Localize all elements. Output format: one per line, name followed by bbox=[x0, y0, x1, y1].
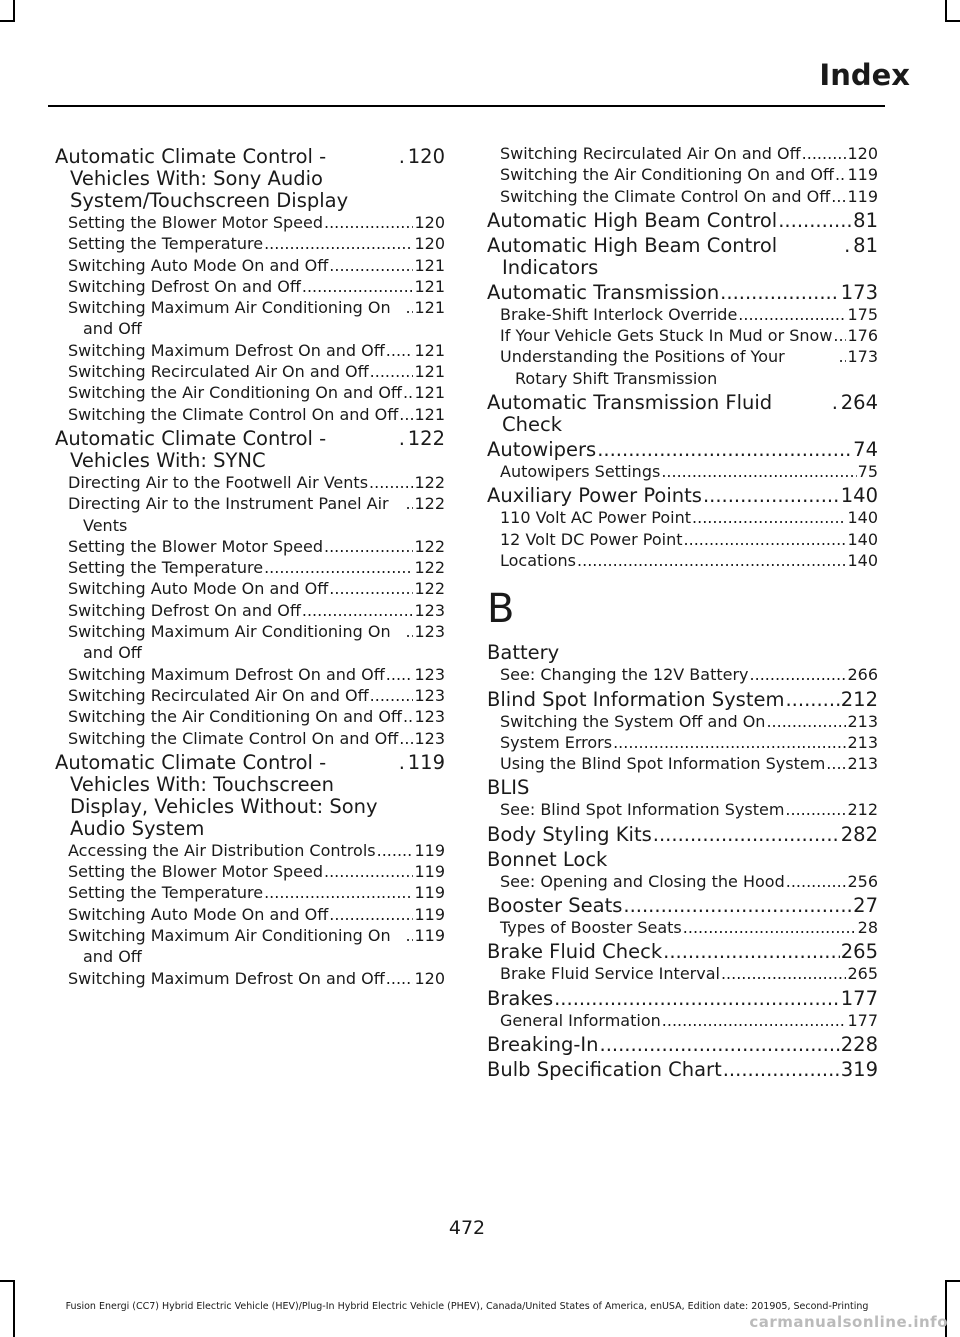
index-entry bbox=[487, 639, 878, 664]
entry-text: Switching Defrost On and Off bbox=[68, 600, 301, 620]
index-entry bbox=[487, 279, 878, 304]
entry-text: Directing Air to the Footwell Air Vents bbox=[68, 472, 369, 492]
index-entry bbox=[55, 749, 445, 840]
index-subentry bbox=[500, 164, 878, 185]
entry-text: Switching Defrost On and Off bbox=[68, 276, 301, 296]
index-entry bbox=[487, 821, 878, 846]
index-subentry bbox=[68, 664, 445, 685]
entry-text: 110 Volt AC Power Point bbox=[500, 508, 692, 528]
index-subentry bbox=[500, 461, 878, 482]
entry-text: If Your Vehicle Gets Stuck In Mud or Snow bbox=[500, 326, 833, 346]
entry-page-number: 119 bbox=[414, 883, 445, 903]
index-subentry bbox=[500, 732, 878, 753]
dot-leader bbox=[264, 233, 413, 254]
index-subentry bbox=[500, 325, 878, 346]
entry-page-number: 123 bbox=[414, 600, 445, 620]
index-entry bbox=[487, 232, 878, 279]
dot-leader bbox=[324, 861, 413, 882]
entry-text: Bulb Specification Chart bbox=[487, 1057, 722, 1081]
entry-text: See: Changing the 12V Battery bbox=[500, 665, 749, 685]
index-subentry bbox=[68, 882, 445, 903]
index-entry bbox=[487, 985, 878, 1010]
dot-leader bbox=[835, 164, 847, 185]
entry-text: Switching Auto Mode On and Off bbox=[68, 579, 329, 599]
entry-page-number: 123 bbox=[414, 707, 445, 727]
index-subentry bbox=[500, 711, 878, 732]
entry-text: Switching Maximum Defrost On and Off bbox=[68, 664, 385, 684]
index-subentry bbox=[500, 871, 878, 892]
entry-text: Setting the Temperature bbox=[68, 234, 264, 254]
entry-page-number: 27 bbox=[853, 894, 878, 918]
entry-text: 12 Volt DC Power Point bbox=[500, 529, 683, 549]
entry-text: Battery bbox=[487, 641, 560, 665]
index-entry bbox=[487, 207, 878, 232]
index-subentry bbox=[500, 664, 878, 685]
entry-page-number: 122 bbox=[414, 472, 445, 492]
index-subentry bbox=[68, 706, 445, 727]
entry-page-number: 212 bbox=[847, 800, 878, 820]
index-subentry bbox=[500, 346, 878, 389]
entry-page-number: 119 bbox=[414, 862, 445, 882]
entry-page-number: 319 bbox=[840, 1057, 878, 1081]
index-subentry bbox=[500, 550, 878, 571]
entry-page-number: 120 bbox=[407, 145, 445, 168]
dot-leader bbox=[623, 895, 852, 917]
entry-page-number: 123 bbox=[414, 685, 445, 705]
dot-leader bbox=[723, 1059, 840, 1081]
dot-leader bbox=[833, 325, 846, 346]
dot-leader bbox=[692, 507, 846, 528]
entry-page-number: 74 bbox=[853, 438, 878, 462]
dot-leader bbox=[721, 963, 847, 984]
entry-text: Accessing the Air Distribution Controls bbox=[68, 840, 376, 860]
index-column-right bbox=[487, 143, 878, 1081]
entry-page-number: 120 bbox=[414, 213, 445, 232]
dot-leader bbox=[370, 685, 414, 706]
dot-leader bbox=[554, 988, 840, 1010]
entry-text: Automatic Climate Control - Vehicles With: Touchscreen Display, Vehicles Without: Sony Audio System bbox=[55, 750, 378, 840]
entry-page-number: 120 bbox=[414, 968, 445, 988]
dot-leader bbox=[386, 664, 414, 685]
entry-text: Switching the Climate Control On and Off bbox=[500, 186, 831, 206]
dot-leader bbox=[324, 536, 413, 557]
entry-text: Automatic High Beam Control Indicators bbox=[487, 233, 778, 279]
entry-text: Switching Maximum Air Conditioning On and Off bbox=[68, 298, 391, 339]
dot-leader bbox=[302, 600, 414, 621]
entry-page-number: 119 bbox=[407, 750, 445, 774]
entry-page-number: 140 bbox=[847, 508, 878, 528]
entry-text: Switching the Air Conditioning On and Off bbox=[68, 707, 402, 727]
entry-page-number: 122 bbox=[407, 426, 445, 450]
entry-page-number: 140 bbox=[847, 550, 878, 570]
dot-leader bbox=[324, 212, 413, 233]
dot-leader bbox=[577, 550, 846, 571]
entry-page-number: 265 bbox=[840, 940, 878, 964]
entry-text: Switching the Climate Control On and Off bbox=[68, 404, 399, 424]
entry-text: See: Opening and Closing the Hood bbox=[500, 871, 785, 891]
dot-leader bbox=[386, 968, 414, 989]
index-subentry bbox=[68, 297, 445, 340]
index-subentry bbox=[68, 840, 445, 861]
entry-text: Automatic Climate Control - Vehicles With: Sony Audio System/Touchscreen Display bbox=[55, 145, 349, 212]
entry-text: Brakes bbox=[487, 986, 554, 1010]
header-rule bbox=[48, 105, 885, 107]
page-number: 472 bbox=[448, 1217, 486, 1239]
entry-page-number: 121 bbox=[414, 298, 445, 318]
index-subentry bbox=[500, 529, 878, 550]
dot-leader bbox=[738, 304, 846, 325]
index-subentry bbox=[68, 276, 445, 297]
index-subentry bbox=[68, 361, 445, 382]
dot-leader bbox=[661, 461, 856, 482]
entry-text: Brake Fluid Service Interval bbox=[500, 964, 720, 984]
entry-text: Types of Booster Seats bbox=[500, 918, 682, 938]
dot-leader bbox=[405, 621, 413, 642]
dot-leader bbox=[403, 706, 414, 727]
entry-page-number: 81 bbox=[853, 233, 878, 257]
page-title: Index bbox=[819, 58, 910, 92]
dot-leader bbox=[369, 472, 413, 493]
entry-page-number: 212 bbox=[840, 687, 878, 711]
entry-text: Auxiliary Power Points bbox=[487, 484, 702, 508]
entry-text: Setting the Temperature bbox=[68, 558, 264, 578]
index-subentry bbox=[68, 600, 445, 621]
entry-text: Switching Maximum Air Conditioning On and Off bbox=[68, 926, 391, 967]
entry-text: Automatic Transmission Fluid Check bbox=[487, 391, 773, 437]
dot-leader bbox=[329, 904, 413, 925]
entry-text: Booster Seats bbox=[487, 894, 623, 918]
entry-text: System Errors bbox=[500, 732, 613, 752]
entry-text: General Information bbox=[500, 1010, 661, 1030]
dot-leader bbox=[832, 392, 840, 414]
entry-text: Switching Maximum Defrost On and Off bbox=[68, 968, 385, 988]
crop-mark-top-left-horizontal bbox=[0, 20, 15, 22]
entry-page-number: 120 bbox=[847, 144, 878, 163]
crop-mark-top-right-vertical bbox=[945, 0, 947, 22]
index-entry bbox=[487, 1031, 878, 1056]
index-subentry bbox=[68, 233, 445, 254]
entry-page-number: 123 bbox=[414, 728, 445, 748]
dot-leader bbox=[785, 799, 846, 820]
entry-page-number: 75 bbox=[857, 462, 878, 482]
entry-text: Brake-Shift Interlock Override bbox=[500, 304, 738, 324]
dot-leader bbox=[838, 346, 846, 367]
entry-text: BLIS bbox=[487, 776, 530, 800]
entry-page-number: 121 bbox=[414, 340, 445, 360]
index-subentry bbox=[68, 382, 445, 403]
index-subentry bbox=[68, 472, 445, 493]
dot-leader bbox=[786, 871, 847, 892]
watermark: carmanualsonline.info bbox=[749, 1313, 948, 1331]
entry-page-number: 140 bbox=[847, 529, 878, 549]
entry-text: Autowipers Settings bbox=[500, 462, 661, 482]
index-entry bbox=[487, 938, 878, 963]
index-subentry bbox=[500, 507, 878, 528]
crop-mark-top-left-vertical bbox=[13, 0, 15, 22]
index-subentry bbox=[68, 728, 445, 749]
index-entry bbox=[487, 686, 878, 711]
entry-page-number: 120 bbox=[414, 234, 445, 254]
index-subentry bbox=[500, 917, 878, 938]
entry-text: Bonnet Lock bbox=[487, 847, 608, 871]
index-subentry bbox=[68, 404, 445, 425]
index-subentry bbox=[68, 536, 445, 557]
dot-leader bbox=[386, 340, 414, 361]
index-subentry bbox=[68, 621, 445, 664]
entry-page-number: 119 bbox=[847, 165, 878, 185]
index-subentry bbox=[68, 212, 445, 233]
entry-page-number: 282 bbox=[840, 822, 878, 846]
entry-text: Using the Blind Spot Information System bbox=[500, 754, 826, 774]
index-entry bbox=[487, 846, 878, 871]
dot-leader bbox=[844, 235, 852, 257]
dot-leader bbox=[663, 941, 840, 963]
dot-leader bbox=[329, 578, 413, 599]
index-subentry bbox=[500, 1010, 878, 1031]
index-subentry bbox=[68, 904, 445, 925]
entry-text: Automatic Climate Control - Vehicles With: SYNC bbox=[55, 426, 327, 472]
entry-text: Switching the Air Conditioning On and Off bbox=[68, 383, 402, 403]
index-entry bbox=[487, 389, 878, 436]
dot-leader bbox=[703, 485, 840, 507]
entry-page-number: 123 bbox=[414, 664, 445, 684]
entry-text: Switching Maximum Defrost On and Off bbox=[68, 340, 385, 360]
dot-leader bbox=[399, 752, 407, 774]
entry-page-number: 121 bbox=[414, 255, 445, 275]
index-entry bbox=[487, 482, 878, 507]
entry-page-number: 122 bbox=[414, 579, 445, 599]
crop-mark-bottom-right-horizontal bbox=[945, 1280, 960, 1282]
entry-page-number: 119 bbox=[414, 840, 445, 860]
index-subentry bbox=[500, 186, 878, 207]
crop-mark-top-right-horizontal bbox=[945, 20, 960, 22]
entry-text: Directing Air to the Instrument Panel Air Vents bbox=[68, 494, 389, 535]
index-entry bbox=[487, 1056, 878, 1081]
dot-leader bbox=[264, 557, 413, 578]
dot-leader bbox=[662, 1010, 847, 1031]
entry-page-number: 121 bbox=[414, 404, 445, 424]
dot-leader bbox=[399, 404, 413, 425]
entry-text: Setting the Blower Motor Speed bbox=[68, 862, 323, 882]
dot-leader bbox=[766, 711, 846, 732]
entry-page-number: 173 bbox=[840, 280, 878, 304]
entry-text: Blind Spot Information System bbox=[487, 687, 785, 711]
dot-leader bbox=[399, 146, 407, 168]
dot-leader bbox=[600, 1034, 840, 1056]
index-section-letter: B bbox=[487, 586, 515, 633]
entry-page-number: 177 bbox=[847, 1010, 878, 1030]
entry-text: Switching Recirculated Air On and Off bbox=[68, 685, 369, 705]
index-subentry bbox=[68, 925, 445, 968]
entry-page-number: 173 bbox=[847, 347, 878, 367]
entry-text: Setting the Blower Motor Speed bbox=[68, 536, 323, 556]
dot-leader bbox=[785, 689, 839, 711]
entry-text: Autowipers bbox=[487, 438, 597, 462]
index-subentry bbox=[500, 143, 878, 164]
index-subentry bbox=[500, 799, 878, 820]
index-entry bbox=[55, 143, 445, 212]
entry-page-number: 119 bbox=[847, 186, 878, 206]
entry-text: Body Styling Kits bbox=[487, 822, 652, 846]
dot-leader bbox=[405, 297, 413, 318]
entry-page-number: 28 bbox=[857, 918, 878, 938]
dot-leader bbox=[653, 824, 840, 846]
dot-leader bbox=[750, 664, 847, 685]
index-subentry bbox=[68, 685, 445, 706]
footer-edition-text: Fusion Energi (CC7) Hybrid Electric Vehicle (HEV)/Plug-In Hybrid Electric Vehicle (PHEV), Canada/United States of America, enUSA, Edition date: 201905, Second-Printing bbox=[65, 1301, 869, 1312]
index-subentry bbox=[68, 968, 445, 989]
entry-page-number: 228 bbox=[840, 1032, 878, 1056]
entry-text: Brake Fluid Check bbox=[487, 940, 663, 964]
index-subentry bbox=[68, 493, 445, 536]
entry-page-number: 140 bbox=[840, 484, 878, 508]
entry-page-number: 256 bbox=[847, 871, 878, 891]
dot-leader bbox=[802, 143, 847, 164]
entry-text: Switching Auto Mode On and Off bbox=[68, 255, 329, 275]
dot-leader bbox=[399, 428, 407, 450]
entry-text: Automatic High Beam Control bbox=[487, 208, 778, 232]
entry-text: Automatic Transmission bbox=[487, 280, 720, 304]
dot-leader bbox=[370, 361, 414, 382]
index-subentry bbox=[68, 255, 445, 276]
index-subentry bbox=[500, 304, 878, 325]
entry-page-number: 122 bbox=[414, 536, 445, 556]
index-column-left bbox=[55, 143, 445, 989]
dot-leader bbox=[683, 917, 857, 938]
entry-text: Setting the Blower Motor Speed bbox=[68, 213, 323, 232]
dot-leader bbox=[377, 840, 414, 861]
entry-page-number: 177 bbox=[840, 986, 878, 1010]
entry-page-number: 213 bbox=[847, 754, 878, 774]
entry-page-number: 121 bbox=[414, 362, 445, 382]
entry-page-number: 176 bbox=[847, 326, 878, 346]
index-entry bbox=[487, 892, 878, 917]
entry-page-number: 119 bbox=[414, 904, 445, 924]
entry-page-number: 81 bbox=[853, 208, 878, 232]
entry-page-number: 175 bbox=[847, 304, 878, 324]
dot-leader bbox=[720, 282, 840, 304]
entry-page-number: 119 bbox=[414, 926, 445, 946]
entry-page-number: 213 bbox=[847, 711, 878, 731]
index-entry bbox=[487, 436, 878, 461]
entry-page-number: 264 bbox=[840, 391, 878, 415]
entry-text: Switching Maximum Air Conditioning On and Off bbox=[68, 622, 391, 663]
entry-page-number: 266 bbox=[847, 665, 878, 685]
index-subentry bbox=[500, 753, 878, 774]
entry-text: Breaking-In bbox=[487, 1032, 599, 1056]
entry-text: Switching the Air Conditioning On and Off bbox=[500, 165, 834, 185]
entry-page-number: 122 bbox=[414, 558, 445, 578]
entry-page-number: 121 bbox=[414, 276, 445, 296]
dot-leader bbox=[831, 186, 846, 207]
entry-text: Switching Recirculated Air On and Off bbox=[500, 144, 801, 163]
index-subentry bbox=[68, 557, 445, 578]
index-subentry bbox=[68, 340, 445, 361]
index-entry bbox=[55, 425, 445, 472]
crop-mark-bottom-left-horizontal bbox=[0, 1280, 15, 1282]
entry-page-number: 213 bbox=[847, 732, 878, 752]
entry-text: See: Blind Spot Information System bbox=[500, 800, 785, 820]
index-subentry bbox=[68, 578, 445, 599]
dot-leader bbox=[302, 276, 414, 297]
dot-leader bbox=[399, 728, 413, 749]
entry-page-number: 122 bbox=[414, 494, 445, 514]
dot-leader bbox=[826, 753, 846, 774]
index-entry bbox=[487, 774, 878, 799]
entry-text: Switching the Climate Control On and Off bbox=[68, 728, 399, 748]
entry-text: Setting the Temperature bbox=[68, 883, 264, 903]
entry-text: Locations bbox=[500, 550, 577, 570]
dot-leader bbox=[264, 882, 413, 903]
dot-leader bbox=[778, 210, 852, 232]
entry-page-number: 123 bbox=[414, 622, 445, 642]
entry-text: Understanding the Positions of Your Rotary Shift Transmission bbox=[500, 347, 785, 388]
index-subentry bbox=[68, 861, 445, 882]
dot-leader bbox=[403, 382, 414, 403]
entry-text: Switching Recirculated Air On and Off bbox=[68, 362, 369, 382]
index-subentry bbox=[500, 963, 878, 984]
dot-leader bbox=[329, 255, 413, 276]
entry-text: Switching Auto Mode On and Off bbox=[68, 904, 329, 924]
dot-leader bbox=[613, 732, 846, 753]
entry-page-number: 265 bbox=[847, 964, 878, 984]
entry-text: Switching the System Off and On bbox=[500, 711, 766, 731]
dot-leader bbox=[597, 439, 852, 461]
dot-leader bbox=[405, 493, 413, 514]
dot-leader bbox=[684, 529, 847, 550]
dot-leader bbox=[405, 925, 413, 946]
entry-page-number: 121 bbox=[414, 383, 445, 403]
